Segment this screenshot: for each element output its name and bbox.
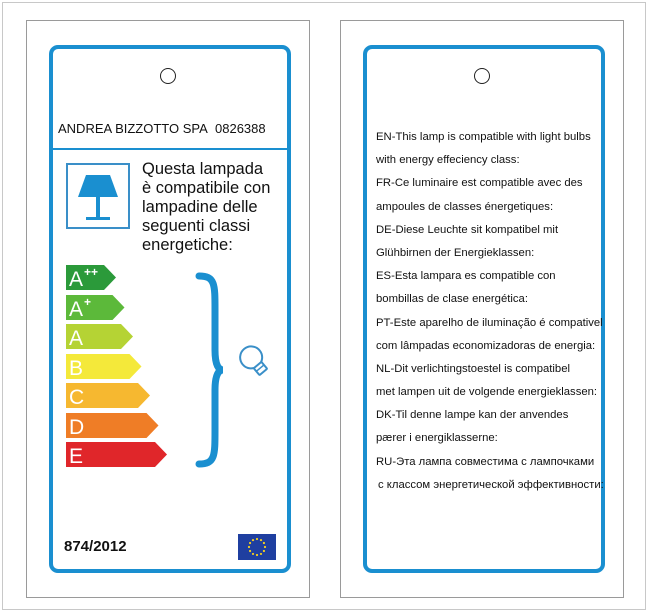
energy-class-3 (66, 324, 137, 349)
statement-line: com lâmpadas economizadoras de energia: (376, 339, 596, 352)
energy-class-4 (66, 354, 146, 379)
energy-class-6 (66, 413, 163, 438)
eu-flag-icon (238, 534, 276, 565)
energy-class-1 (66, 265, 120, 290)
energy-class-label: D (69, 415, 85, 438)
energy-class-label: A (69, 268, 84, 290)
energy-class-label: A (69, 327, 84, 349)
eu-star (252, 539, 254, 541)
statement-line: DE-Diese Leuchte sit kompatibel mit (376, 223, 559, 236)
energy-class-7 (66, 442, 171, 467)
statement-line: pærer i energiklasserne: (376, 432, 498, 445)
hang-hole (160, 68, 176, 84)
statement-line: с классом энергетической эффективности: (378, 478, 604, 491)
statement-line: NL-Dit verlichtingstoestel is compatibel (376, 362, 571, 375)
compat-line: è compatibile con (142, 179, 271, 197)
eu-star (264, 546, 266, 548)
lamp-icon (66, 163, 130, 229)
regulation-number: 874/2012 (64, 538, 127, 555)
compat-line: energetiche: (142, 236, 233, 254)
statement-line: FR-Ce luminaire est compatible avec des (376, 177, 583, 190)
statement-line: RU-Эта лампа совместима с лампочками (376, 455, 595, 468)
eu-star (260, 553, 262, 555)
energy-class-label: B (69, 356, 84, 379)
energy-class-label: C (69, 386, 85, 408)
eu-star (249, 550, 251, 552)
statement-line: EN-This lamp is compatible with light bulbs (376, 131, 591, 143)
energy-class-label: E (69, 445, 84, 467)
statement-line: PT-Este aparelho de iluminação é compativel (376, 316, 603, 329)
statement-line: bombillas de clase energética: (376, 293, 528, 306)
compat-line: lampadine delle (142, 198, 258, 216)
eu-star (252, 553, 254, 555)
eu-star (263, 550, 265, 552)
compatibility-statement (142, 160, 292, 255)
eu-star (248, 546, 250, 548)
statement-line: DK-Til denne lampe kan der anvendes (376, 409, 569, 422)
header-divider (50, 148, 290, 150)
energy-class-5 (66, 383, 154, 408)
energy-class-superscript: ++ (84, 265, 99, 279)
brace-icon (195, 270, 225, 475)
hang-hole (474, 68, 490, 84)
eu-star (263, 542, 265, 544)
supplier-name: ANDREA BIZZOTTO SPA (58, 121, 208, 136)
light-bulb-icon (234, 341, 276, 388)
statement-line: with energy effeciency class: (376, 154, 520, 167)
statement-line: ES-Esta lampara es compatible con (376, 270, 556, 283)
energy-class-superscript: + (84, 294, 92, 309)
compat-line: Questa lampada (142, 160, 264, 178)
multilingual-statement (376, 126, 616, 497)
energy-class-2 (66, 295, 129, 320)
statement-line: Glühbirnen der Energieklassen: (376, 246, 535, 259)
eu-star (249, 542, 251, 544)
eu-star (260, 539, 262, 541)
eu-star (256, 554, 258, 556)
statement-line: ampoules de classes énergetiques: (376, 200, 554, 213)
model-code: 0826388 (215, 121, 266, 136)
eu-star (256, 538, 258, 540)
compat-line: seguenti classi (142, 217, 251, 235)
energy-class-label: A (69, 297, 84, 320)
statement-line: met lampen uit de volgende energieklassen: (376, 386, 598, 399)
